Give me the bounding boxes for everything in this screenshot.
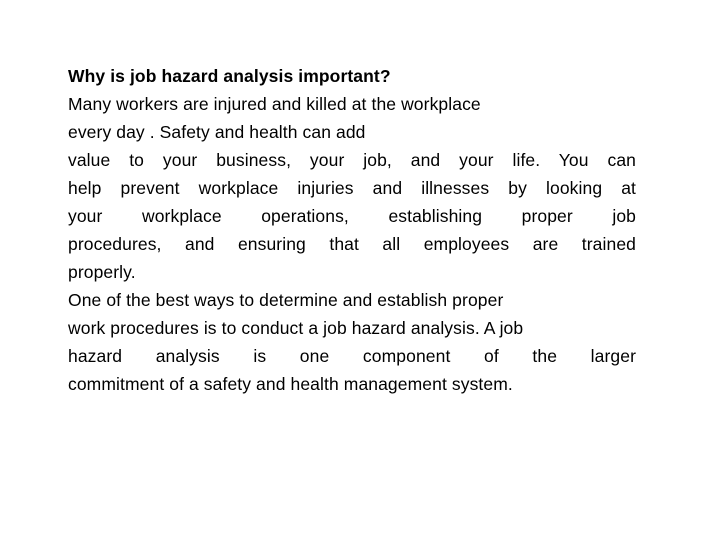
slide-text-block	[68, 62, 636, 398]
paragraph-2-line-1: One of the best ways to determine and establish proper	[68, 290, 504, 310]
heading: Why is job hazard analysis important?	[68, 66, 391, 86]
paragraph-1-line-5: your workplace operations, establishing proper job	[68, 206, 636, 226]
paragraph-1-line-7: properly.	[68, 262, 136, 282]
paragraph-1-line-3: value to your business, your job, and your life. You can	[68, 150, 636, 170]
paragraph-1-line-6: procedures, and ensuring that all employees are trained	[68, 234, 636, 254]
paragraph-1-line-1: Many workers are injured and killed at the workplace	[68, 94, 481, 114]
paragraph-2-line-2: work procedures is to conduct a job hazard analysis. A job	[68, 318, 524, 338]
paragraph-1-line-2: every day . Safety and health can add	[68, 122, 366, 142]
paragraph-2-line-4: commitment of a safety and health management system.	[68, 374, 513, 394]
paragraph-2-line-3: hazard analysis is one component of the larger	[68, 346, 636, 366]
paragraph-1-line-4: help prevent workplace injuries and illnesses by looking at	[68, 178, 636, 198]
